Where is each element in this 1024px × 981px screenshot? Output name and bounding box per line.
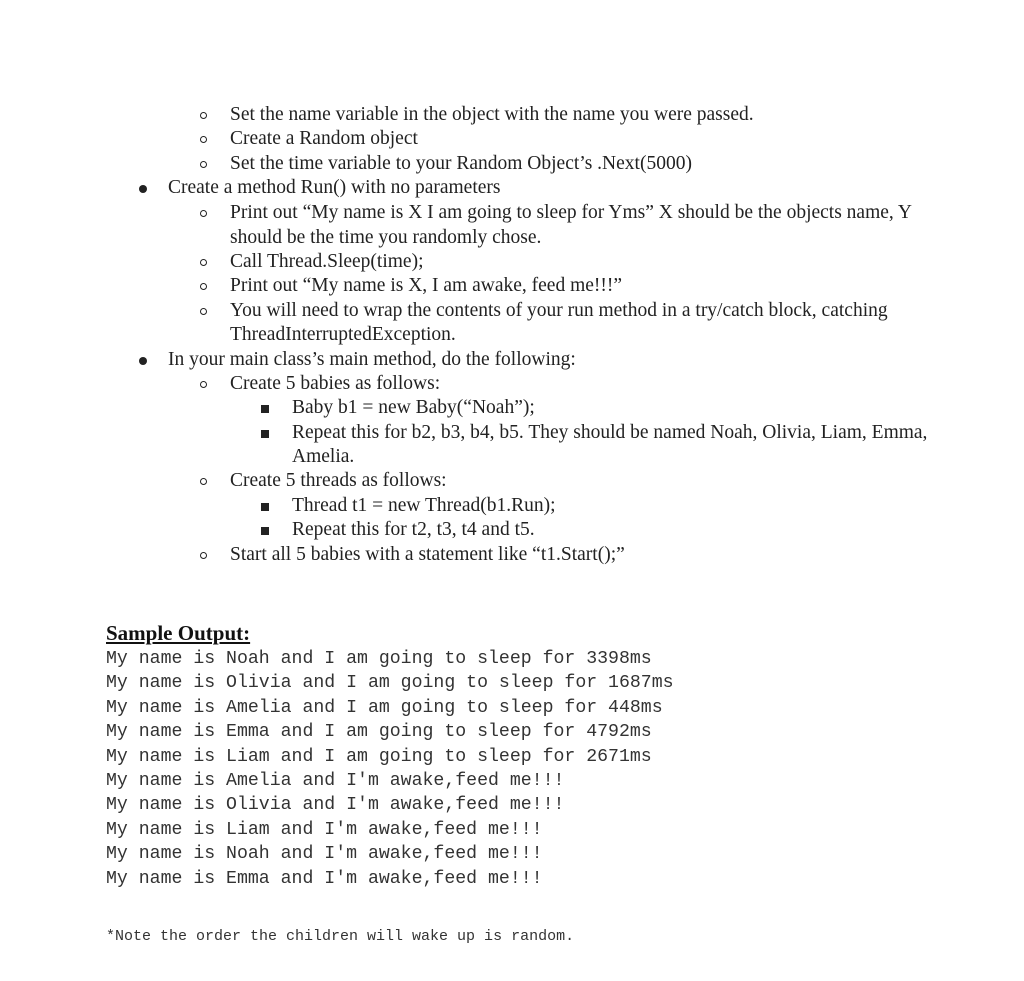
disc-bullet-icon	[139, 357, 147, 365]
instruction-line: Repeat this for t2, t3, t4 and t5.	[292, 519, 535, 540]
instruction-line: Thread t1 = new Thread(b1.Run);	[292, 495, 556, 516]
random-order-note: *Note the order the children will wake up is random.	[106, 928, 575, 945]
instruction-line: Create 5 threads as follows:	[230, 470, 447, 491]
output-line: My name is Olivia and I am going to sleep for 1687ms	[106, 673, 674, 693]
instruction-line: Print out “My name is X I am going to sleep for Yms” X should be the objects name, Y	[230, 202, 913, 223]
output-line: My name is Noah and I am going to sleep for 3398ms	[106, 649, 652, 669]
square-bullet-icon	[261, 503, 269, 511]
instruction-line: Set the time variable to your Random Object’s .Next(5000)	[230, 153, 692, 174]
circle-bullet-icon	[200, 259, 207, 266]
circle-bullet-icon	[200, 381, 207, 388]
disc-bullet-icon	[139, 185, 147, 193]
circle-bullet-icon	[200, 112, 207, 119]
instruction-line: Create a method Run() with no parameters	[168, 177, 501, 198]
instruction-line: Baby b1 = new Baby(“Noah”);	[292, 397, 535, 418]
output-line: My name is Olivia and I'm awake,feed me!!!	[106, 795, 565, 815]
instruction-line: Create a Random object	[230, 128, 418, 149]
output-line: My name is Liam and I'm awake,feed me!!!	[106, 820, 543, 840]
instruction-line: In your main class’s main method, do the following:	[168, 349, 576, 370]
instruction-line: Set the name variable in the object with the name you were passed.	[230, 104, 754, 125]
instruction-line: Start all 5 babies with a statement like “t1.Start();”	[230, 544, 625, 565]
output-line: My name is Noah and I'm awake,feed me!!!	[106, 844, 543, 864]
circle-bullet-icon	[200, 161, 207, 168]
output-line: My name is Amelia and I am going to sleep for 448ms	[106, 698, 663, 718]
instruction-line-continuation: should be the time you randomly chose.	[230, 227, 542, 248]
output-line: My name is Amelia and I'm awake,feed me!!!	[106, 771, 565, 791]
instruction-line-continuation: Amelia.	[292, 446, 355, 467]
circle-bullet-icon	[200, 136, 207, 143]
output-line: My name is Liam and I am going to sleep for 2671ms	[106, 747, 652, 767]
sample-output-heading: Sample Output:	[106, 621, 251, 645]
circle-bullet-icon	[200, 478, 207, 485]
output-line: My name is Emma and I'm awake,feed me!!!	[106, 869, 543, 889]
square-bullet-icon	[261, 527, 269, 535]
square-bullet-icon	[261, 430, 269, 438]
instruction-line-continuation: ThreadInterruptedException.	[230, 324, 456, 345]
circle-bullet-icon	[200, 552, 207, 559]
instruction-line: Create 5 babies as follows:	[230, 373, 441, 394]
instruction-line: Print out “My name is X, I am awake, feed me!!!”	[230, 275, 623, 296]
circle-bullet-icon	[200, 308, 207, 315]
circle-bullet-icon	[200, 283, 207, 290]
instruction-line: Repeat this for b2, b3, b4, b5. They should be named Noah, Olivia, Liam, Emma,	[292, 422, 928, 443]
square-bullet-icon	[261, 405, 269, 413]
instruction-line: Call Thread.Sleep(time);	[230, 251, 424, 272]
circle-bullet-icon	[200, 210, 207, 217]
instruction-line: You will need to wrap the contents of your run method in a try/catch block, catching	[230, 300, 888, 321]
output-line: My name is Emma and I am going to sleep for 4792ms	[106, 722, 652, 742]
